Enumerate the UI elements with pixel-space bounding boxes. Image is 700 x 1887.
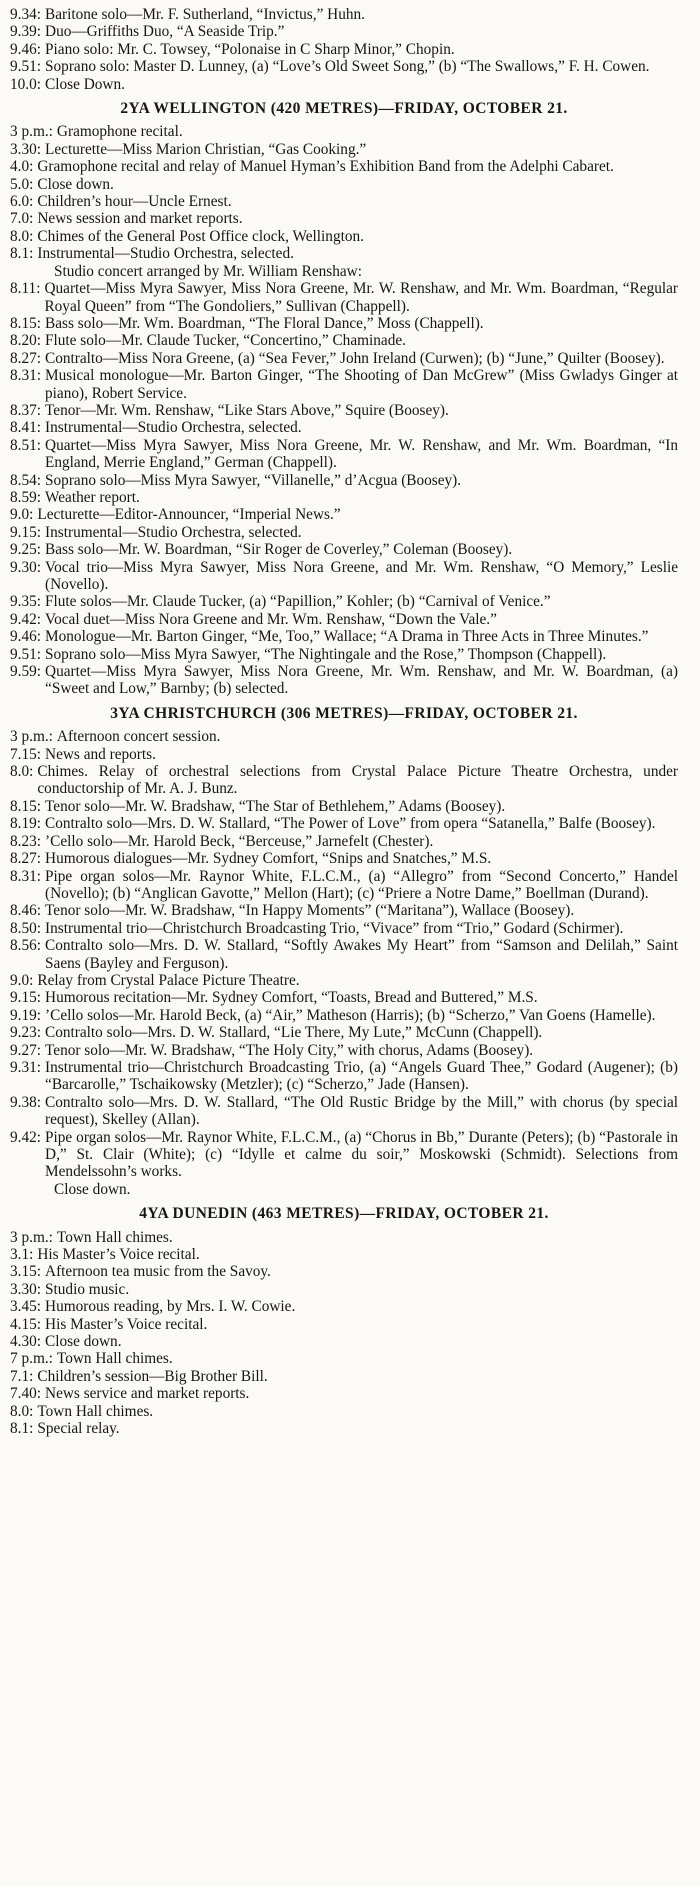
programme-entry — [10, 419, 678, 436]
entry-text: Close down. — [54, 1180, 131, 1198]
entry-text: Close Down. — [45, 75, 125, 93]
entry-time: 9.51 : — [10, 58, 45, 75]
entry-text: Piano solo: Mr. C. Towsey, “Polonaise in C Sharp Minor,” Chopin. — [45, 40, 455, 58]
programme-entry — [10, 937, 678, 972]
entry-time: 9.0 : — [10, 506, 37, 523]
entry-time: 7.0 : — [10, 210, 37, 227]
programme-entry — [10, 663, 678, 698]
entry-text: Contralto—Miss Nora Greene, (a) “Sea Fever,” John Ireland (Curwen); (b) “June,” Quilter (Boosey). — [45, 349, 665, 367]
entry-time: 9.38 : — [10, 1094, 45, 1111]
programme-entry — [10, 868, 678, 903]
entry-time: 8.23 : — [10, 833, 45, 850]
entry-time: 8.37 : — [10, 402, 45, 419]
programme-entry — [10, 746, 678, 763]
entry-text: Soprano solo: Master D. Lunney, (a) “Love’s Old Sweet Song,” (b) “The Swallows,” F. H. Cowen. — [45, 58, 650, 76]
programme-entry — [10, 1229, 678, 1246]
entry-text: Contralto solo—Mrs. D. W. Stallard, “The Old Rustic Bridge by the Mill,” with chorus (by special request), Skelley (Allan). — [45, 1093, 678, 1129]
entry-time: 9.30 : — [10, 559, 45, 576]
entry-text: Humorous reading, by Mrs. I. W. Cowie. — [45, 1298, 296, 1316]
entry-text: Baritone solo—Mr. F. Sutherland, “Invictus,” Huhn. — [45, 6, 366, 23]
programme-entry — [10, 850, 678, 867]
entry-time: 8.27 : — [10, 850, 45, 867]
entry-text: News and reports. — [45, 745, 156, 763]
programme-entry — [10, 524, 678, 541]
programme-entry — [10, 437, 678, 472]
entry-text: Tenor solo—Mr. W. Bradshaw, “In Happy Moments” (“Maritana”), Wallace (Boosey). — [45, 902, 575, 920]
entry-time: 8.1 : — [10, 245, 37, 262]
programme-entry — [10, 798, 678, 815]
station-heading: 3YA CHRISTCHURCH (306 METRES)—FRIDAY, OCTOBER 21. — [110, 704, 578, 722]
entry-time: 8.54 : — [10, 472, 45, 489]
entry-time: 3.30 : — [10, 1281, 45, 1298]
entry-text: Tenor solo—Mr. W. Bradshaw, “The Star of Bethlehem,” Adams (Boosey). — [45, 797, 506, 815]
programme-entry — [10, 489, 678, 506]
entry-time: 3 p.m. : — [10, 1229, 57, 1246]
entry-text: Contralto solo—Mrs. D. W. Stallard, “The Power of Love” from opera “Satanella,” Balfe (Boosey). — [45, 815, 656, 833]
entry-time: 8.0 : — [10, 1403, 37, 1420]
entry-time: 3.15 : — [10, 1263, 45, 1280]
programme-entry — [10, 1059, 678, 1094]
programme-entry — [10, 1403, 678, 1420]
programme-entry — [10, 245, 678, 262]
programme-entry — [10, 611, 678, 628]
programme-entry — [10, 158, 678, 175]
entry-time: 7.1 : — [10, 1368, 37, 1385]
entry-time: 9.23 : — [10, 1024, 45, 1041]
programme-entry — [10, 628, 678, 645]
programme-entry — [10, 472, 678, 489]
station-heading: 2YA WELLINGTON (420 METRES)—FRIDAY, OCTOBER 21. — [120, 100, 568, 118]
programme-entry — [10, 210, 678, 227]
entry-text: Children’s session—Big Brother Bill. — [37, 1367, 268, 1385]
entry-text: Special relay. — [37, 1420, 120, 1438]
entry-time: 4.15 : — [10, 1316, 45, 1333]
entry-text: Lecturette—Editor-Announcer, “Imperial News.” — [37, 506, 341, 524]
programme-entry — [10, 972, 678, 989]
entry-time: 3 p.m. : — [10, 728, 57, 745]
station-section — [10, 1205, 678, 1437]
programme-entry — [10, 315, 678, 332]
entry-time: 9.42 : — [10, 611, 45, 628]
entry-time: 3 p.m. : — [10, 123, 57, 140]
entry-time: 3.1 : — [10, 1246, 37, 1263]
programme-entry — [10, 541, 678, 558]
entry-text: Town Hall chimes. — [56, 1228, 173, 1246]
programme-entry — [10, 1350, 678, 1367]
entry-text: Gramophone recital and relay of Manuel Hyman’s Exhibition Band from the Adelphi Cabaret. — [37, 158, 614, 176]
programme-entry — [10, 763, 678, 798]
programme-entry — [10, 1385, 678, 1402]
entry-text: Chimes of the General Post Office clock, Wellington. — [37, 227, 364, 245]
entry-text: Close down. — [45, 1333, 122, 1351]
entry-time: 9.25 : — [10, 541, 45, 558]
programme-entry — [10, 1007, 678, 1024]
programme-entry — [10, 367, 678, 402]
entry-time: 9.15 : — [10, 989, 45, 1006]
entry-time: 4.30 : — [10, 1333, 45, 1350]
station-heading: 4YA DUNEDIN (463 METRES)—FRIDAY, OCTOBER 21. — [139, 1205, 549, 1223]
entry-text: Bass solo—Mr. W. Boardman, “Sir Roger de Coverley,” Coleman (Boosey). — [45, 541, 513, 559]
programme-entry — [10, 41, 678, 58]
entry-text: Humorous recitation—Mr. Sydney Comfort, “Toasts, Bread and Buttered,” M.S. — [45, 989, 538, 1007]
programme-entry — [10, 1246, 678, 1263]
entry-text: Relay from Crystal Palace Picture Theatre. — [37, 971, 300, 989]
programme-entry — [10, 402, 678, 419]
entry-text: Close down. — [37, 175, 114, 193]
entry-text: Afternoon concert session. — [56, 728, 221, 746]
entry-text: His Master’s Voice recital. — [37, 1246, 200, 1264]
entry-time: 8.31 : — [10, 367, 45, 384]
entry-time: 8.56 : — [10, 937, 45, 954]
entry-time: 8.41 : — [10, 419, 45, 436]
programme-entry — [10, 593, 678, 610]
entry-time: 8.20 : — [10, 332, 45, 349]
entry-time: 9.39 : — [10, 23, 45, 40]
entry-time: 7 p.m. : — [10, 1350, 57, 1367]
programme-entry — [10, 559, 678, 594]
entry-time: 9.27 : — [10, 1042, 45, 1059]
programme-entry — [10, 1024, 678, 1041]
preamble-list — [10, 6, 678, 93]
entry-time: 8.15 : — [10, 798, 45, 815]
programme-entry — [10, 1281, 678, 1298]
entry-text: Gramophone recital. — [56, 123, 183, 141]
entry-time: 9.19 : — [10, 1007, 45, 1024]
entry-text: Children’s hour—Uncle Ernest. — [37, 193, 232, 211]
entry-text: Studio concert arranged by Mr. William Renshaw: — [54, 262, 362, 280]
entry-time: 4.0 : — [10, 158, 37, 175]
programme-entry — [10, 1333, 678, 1350]
entry-time: 8.59 : — [10, 489, 45, 506]
programme-entry — [10, 58, 678, 75]
entry-time: 8.51 : — [10, 437, 45, 454]
entry-text: Vocal duet—Miss Nora Greene and Mr. Wm. Renshaw, “Down the Vale.” — [45, 610, 497, 628]
entry-time: 10.0 : — [10, 76, 45, 93]
entry-time: 8.31 : — [10, 868, 45, 885]
entry-text: Bass solo—Mr. Wm. Boardman, “The Floral Dance,” Moss (Chappell). — [45, 314, 484, 332]
entry-text: Monologue—Mr. Barton Ginger, “Me, Too,” Wallace; “A Drama in Three Acts in Three Minutes.” — [45, 628, 649, 646]
programme-entry — [10, 6, 678, 23]
entry-text: ’Cello solo—Mr. Harold Beck, “Berceuse,” Jarnefelt (Chester). — [45, 832, 434, 850]
entry-text: News service and market reports. — [45, 1385, 250, 1403]
station-section — [10, 705, 678, 1198]
entry-time: 3.30 : — [10, 141, 45, 158]
entry-text: Instrumental—Studio Orchestra, selected. — [45, 523, 302, 541]
programme-entry — [10, 815, 678, 832]
entry-time: 8.1 : — [10, 1420, 37, 1437]
entry-text: Town Hall chimes. — [56, 1350, 173, 1368]
entry-time: 8.15 : — [10, 315, 45, 332]
programme-entry — [10, 23, 678, 40]
entry-text: Tenor solo—Mr. W. Bradshaw, “The Holy City,” with chorus, Adams (Boosey). — [45, 1041, 534, 1059]
entry-text: Quartet—Miss Myra Sawyer, Miss Nora Greene, Mr. W. Renshaw, and Mr. Wm. Boardman, “In England, Merrie England,” German (Chappell). — [45, 436, 678, 472]
station-section — [10, 100, 678, 698]
entry-time: 8.19 : — [10, 815, 45, 832]
programme-entry — [10, 1368, 678, 1385]
entry-text: Tenor—Mr. Wm. Renshaw, “Like Stars Above,” Squire (Boosey). — [45, 401, 449, 419]
programme-entry — [10, 1298, 678, 1315]
entry-text: Instrumental trio—Christchurch Broadcasting Trio, “Vivace” from “Trio,” Godard (Schirmer). — [45, 919, 624, 937]
entry-text: News session and market reports. — [37, 210, 243, 228]
programme-entry — [10, 1316, 678, 1333]
entry-time: 9.42 : — [10, 1129, 45, 1146]
programme-entry — [10, 228, 678, 245]
entry-text: Flute solo—Mr. Claude Tucker, “Concertino,” Chaminade. — [45, 332, 406, 350]
entry-text: Duo—Griffiths Duo, “A Seaside Trip.” — [45, 23, 285, 41]
programme-entry — [10, 1042, 678, 1059]
entry-text: His Master’s Voice recital. — [45, 1315, 208, 1333]
entry-time: 9.31 : — [10, 1059, 45, 1076]
entry-text: Contralto solo—Mrs. D. W. Stallard, “Softly Awakes My Heart” from “Samson and Delilah,” Saint Saens (Bayley and Ferguson). — [45, 937, 678, 972]
entry-time: 5.0 : — [10, 176, 37, 193]
entry-text: Instrumental—Studio Orchestra, selected. — [37, 245, 294, 263]
entry-text: Vocal trio—Miss Myra Sawyer, Miss Nora Greene, and Mr. Wm. Renshaw, “O Memory,” Leslie (Novello). — [45, 558, 678, 593]
entry-time: 9.51 : — [10, 646, 45, 663]
entry-text: Town Hall chimes. — [37, 1402, 154, 1420]
programme-entry — [10, 176, 678, 193]
programme-entry — [10, 1129, 678, 1181]
entry-text: Soprano solo—Miss Myra Sawyer, “The Nightingale and the Rose,” Thompson (Chappell). — [45, 645, 607, 663]
entry-time: 7.40 : — [10, 1385, 45, 1402]
programme-entry — [10, 989, 678, 1006]
programme-entry — [10, 1181, 678, 1198]
entry-text: Soprano solo—Miss Myra Sawyer, “Villanelle,” d’Acgua (Boosey). — [45, 471, 462, 489]
entry-text: Musical monologue—Mr. Barton Ginger, “The Shooting of Dan McGrew” (Miss Gwladys Ginger at piano), Robert Service. — [45, 367, 678, 402]
entry-text: Afternoon tea music from the Savoy. — [45, 1263, 271, 1281]
programme-entry — [10, 263, 678, 280]
entry-time: 8.11 : — [10, 280, 44, 297]
entry-time: 9.46 : — [10, 628, 45, 645]
entry-time: 8.0 : — [10, 763, 37, 780]
entry-text: Lecturette—Miss Marion Christian, “Gas Cooking.” — [45, 140, 367, 158]
programme-entry — [10, 332, 678, 349]
programme-entry — [10, 1263, 678, 1280]
entry-text: Weather report. — [45, 488, 140, 506]
programme-entry — [10, 833, 678, 850]
programme-entry — [10, 76, 678, 93]
entry-text: Instrumental—Studio Orchestra, selected. — [45, 419, 302, 437]
programme-entry — [10, 141, 678, 158]
programme-entry — [10, 728, 678, 745]
entry-time: 9.0 : — [10, 972, 37, 989]
programme-entry — [10, 506, 678, 523]
programme-entry — [10, 123, 678, 140]
entry-text: Pipe organ solos—Mr. Raynor White, F.L.C.M., (a) “Allegro” from “Second Concerto,” Handel (Novello); (b) “Anglican Gavotte,” Mellon (Hart); (c) “Priere a Notre Dame,” Boellman (Durand). — [45, 867, 678, 902]
entry-text: Quartet—Miss Myra Sawyer, Miss Nora Greene, Mr. Wm. Renshaw, and Mr. W. Boardman, (a) “Sweet and Low,” Barnby; (b) selected. — [45, 663, 678, 698]
entry-text: Contralto solo—Mrs. D. W. Stallard, “Lie There, My Lute,” McCunn (Chappell). — [45, 1024, 543, 1042]
programme-entry — [10, 1420, 678, 1437]
entry-time: 8.46 : — [10, 902, 45, 919]
programme-entry — [10, 902, 678, 919]
entry-text: ’Cello solos—Mr. Harold Beck, (a) “Air,” Matheson (Harris); (b) “Scherzo,” Van Goens (Hamelle). — [45, 1006, 656, 1024]
entry-time: 9.35 : — [10, 593, 45, 610]
entry-text: Pipe organ solos—Mr. Raynor White, F.L.C.M., (a) “Chorus in Bb,” Durante (Peters); (b) “Pastorale in D,” St. Clair (White); (c) “Idylle et calme du soir,” Moskowski (Schmidt). Selections from Mendelssohn’s works. — [45, 1128, 678, 1181]
programme-entry — [10, 193, 678, 210]
entry-text: Studio music. — [45, 1280, 130, 1298]
programme-entry — [10, 646, 678, 663]
entry-text: Humorous dialogues—Mr. Sydney Comfort, “Snips and Snatches,” M.S. — [45, 850, 492, 868]
entry-text: Instrumental trio—Christchurch Broadcasting Trio, (a) “Angels Guard Thee,” Godard (Augener); (b) “Barcarolle,” Tschaikowsky (Metzler); (c) “Scherzo,” Jade (Hansen). — [45, 1058, 678, 1094]
entry-text: Quartet—Miss Myra Sawyer, Miss Nora Greene, Mr. W. Renshaw, and Mr. Wm. Boardman, “Regular Royal Queen” from “The Gondoliers,” Sullivan (Chappell). — [44, 280, 678, 315]
entry-text: Chimes. Relay of orchestral selections from Crystal Palace Picture Theatre Orchestra, under conductorship of Mr. A. J. Bunz. — [37, 763, 678, 798]
entry-time: 9.34 : — [10, 6, 45, 23]
programme-entry — [10, 1094, 678, 1129]
entry-time: 6.0 : — [10, 193, 37, 210]
entry-text: Flute solos—Mr. Claude Tucker, (a) “Papillion,” Kohler; (b) “Carnival of Venice.” — [45, 593, 551, 611]
entry-time: 8.50 : — [10, 920, 45, 937]
entry-time: 9.59 : — [10, 663, 45, 680]
entry-time: 8.0 : — [10, 228, 37, 245]
programme-entry — [10, 280, 678, 315]
entry-time: 9.15 : — [10, 524, 45, 541]
programme-entry — [10, 350, 678, 367]
entry-time: 8.27 : — [10, 350, 45, 367]
entry-time: 9.46 : — [10, 41, 45, 58]
station-sections — [10, 100, 678, 1437]
entry-time: 3.45 : — [10, 1298, 45, 1315]
entry-time: 7.15 : — [10, 746, 45, 763]
programme-entry — [10, 920, 678, 937]
